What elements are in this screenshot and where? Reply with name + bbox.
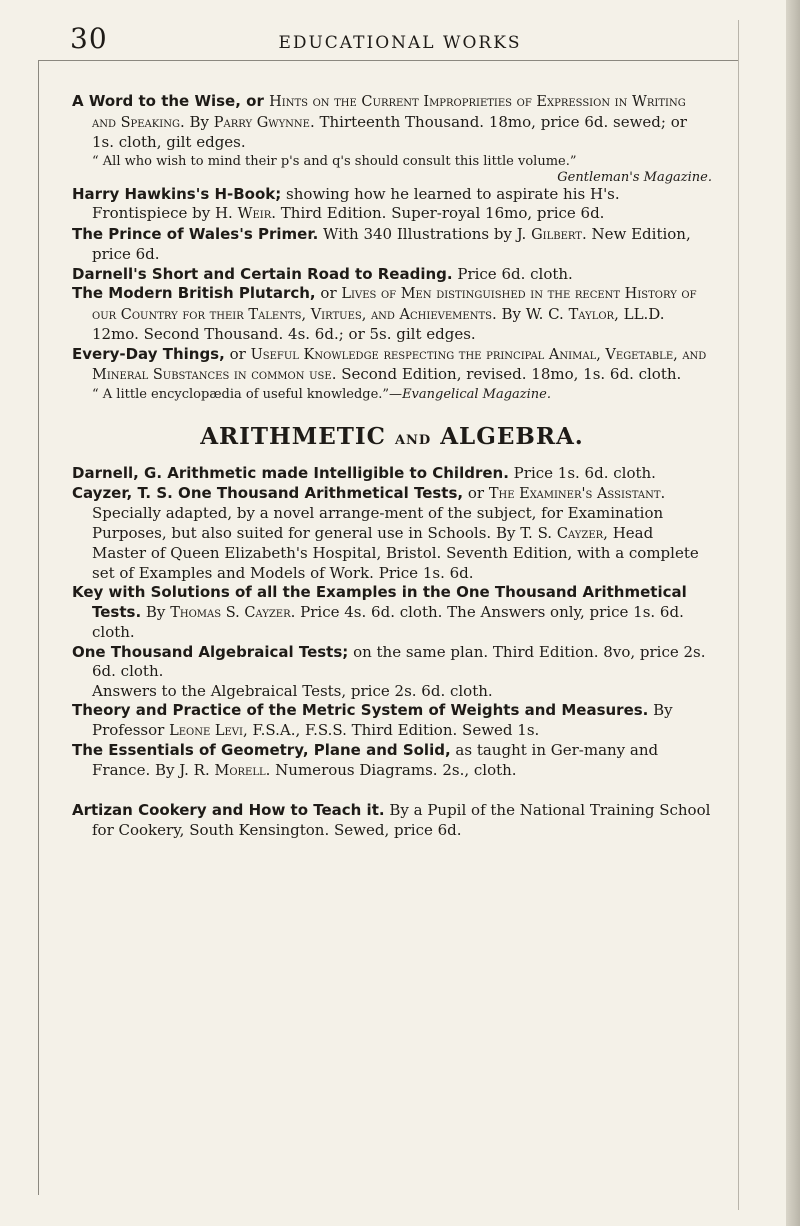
entry-text: . Second Edition, revised. 18mo, 1s. 6d. cloth. [331, 365, 682, 383]
section-heading-and: and [394, 427, 432, 449]
entry-title: The Modern British Plutarch, [72, 284, 316, 302]
entry-text: , LL.D. 12mo. Second Thousand. 4s. 6d.; or 5s. gilt edges. [92, 304, 665, 343]
entry-text: or [224, 344, 251, 363]
entry-author: Morell [214, 762, 266, 779]
entry-title: Harry Hawkins's H-Book; [72, 184, 282, 203]
entry-title: Darnell's Short and Certain Road to Reading. [72, 264, 453, 283]
entry-author: Leone Levi [169, 722, 243, 739]
entry-text: . Numerous Diagrams. 2s., cloth. [265, 760, 517, 779]
entry-text: Price 1s. 6d. cloth. [508, 464, 656, 482]
entry-key-solutions [72, 583, 712, 643]
entry-subtitle: Hints on the Current Improprieties of Expression in Writing and Speaking [92, 94, 686, 131]
spacer [72, 781, 712, 801]
entry-artizan-cookery [72, 801, 712, 840]
top-rule [38, 60, 738, 61]
section-heading [72, 422, 712, 450]
entry-text: By Professor [92, 701, 673, 739]
entry-text: or [315, 284, 342, 302]
entry-text: , Head Master of Queen Elizabeth's Hospital, Bristol. Seventh Edition, with a complete set of Examples and Models of Work. Price 1s. 6d. [92, 523, 699, 582]
section-heading-part: ARITHMETIC [200, 422, 386, 450]
entry-text: on the same plan. Third Edition. 8vo, price 2s. 6d. cloth. [92, 642, 706, 680]
entry-darnell-reading [72, 265, 712, 285]
entry-subtitle: The Examiner's Assistant [488, 485, 661, 502]
entry-text: . New Edition, price 6d. [92, 224, 691, 263]
right-rule [738, 20, 739, 1210]
review-quote [72, 386, 712, 403]
entry-text: . Thirteenth Thousand. 18mo, price 6d. sewed; or 1s. cloth, gilt edges. [92, 112, 687, 151]
entry-text: With 340 Illustrations by J. [318, 224, 532, 243]
entry-british-plutarch [72, 284, 712, 345]
entry-author: Parry Gwynne [213, 114, 310, 131]
review-quote: “ All who wish to mind their p's and q's should consult this little volume.” [92, 153, 577, 169]
entry-text: as taught in Ger-many and France. By J. R. [92, 741, 659, 779]
entry-title: The Essentials of Geometry, Plane and Solid, [72, 741, 451, 759]
entry-author: Thomas S. Cayzer [170, 604, 291, 621]
entry-subtitle: Useful Knowledge respecting the principal Animal, Vegetable, and Mineral Substances in common use [92, 346, 707, 383]
entry-title: Every-Day Things, [72, 344, 225, 363]
entry-cayzer-tests [72, 484, 712, 584]
entry-text: or [463, 483, 489, 502]
entry-title: Theory and Practice of the Metric System of Weights and Measures. [72, 701, 649, 719]
entry-text: . By W. C. [491, 304, 569, 323]
review-quote-text: “ A little encyclopædia of useful knowledge.”— [92, 386, 403, 402]
section-heading-part: ALGEBRA. [440, 422, 584, 450]
entry-prince-of-wales-primer [72, 225, 712, 265]
entry-every-day-things [72, 345, 712, 386]
entry-author: Weir [237, 206, 272, 222]
entry-subtitle: Lives of Men distinguished in the recent History of our Country for their Talents, Virtues, and Achievements [92, 286, 697, 323]
entry-author: Taylor [568, 306, 615, 323]
entry-text: . Specially adapted, by a novel arrange-ment of the subject, for Examination Purposes, but also suited for general use in Schools. By T. S. [92, 483, 666, 542]
entry-text: . Third Edition. Super-royal 16mo, price 6d. [271, 204, 605, 222]
running-head: EDUCATIONAL WORKS [278, 33, 522, 53]
catalogue-content [72, 92, 712, 840]
entry-title: Key with Solutions of all the Examples in the One Thousand Arithmetical Tests. [72, 583, 687, 621]
left-rule [38, 60, 39, 1195]
entry-text: . By [179, 112, 214, 131]
entry-title: The Prince of Wales's Primer. [72, 224, 319, 243]
review-source: Evangelical Magazine. [402, 386, 552, 402]
entry-geometry [72, 741, 712, 781]
entry-author: Gilbert [531, 226, 582, 243]
entry-text: . Price 4s. 6d. cloth. The Answers only, price 1s. 6d. cloth. [92, 602, 684, 641]
entry-word-to-the-wise [72, 92, 712, 153]
entry-text: , F.S.A., F.S.S. Third Edition. Sewed 1s. [242, 720, 540, 739]
entry-text: By [141, 602, 171, 621]
entry-sub-note: Answers to the Algebraical Tests, price 2s. 6d. cloth. [92, 681, 493, 700]
entry-title: A Word to the Wise, or [72, 92, 270, 110]
review-source: Gentleman's Magazine. [557, 169, 712, 185]
entry-harry-hawkins [72, 185, 712, 225]
entry-title: One Thousand Algebraical Tests; [72, 642, 349, 661]
entry-text: Price 6d. cloth. [452, 264, 573, 283]
entry-algebraical-tests [72, 643, 712, 682]
entry-text: By a Pupil of the National Training School for Cookery, South Kensington. Sewed, price 6d. [92, 801, 711, 839]
entry-metric-system [72, 701, 712, 741]
entry-author: Cayzer [556, 525, 604, 542]
entry-title: Artizan Cookery and How to Teach it. [72, 801, 385, 819]
entry-title: Cayzer, T. S. One Thousand Arithmetical Tests, [72, 483, 464, 502]
entry-darnell-arithmetic [72, 464, 712, 484]
entry-title: Darnell, G. Arithmetic made Intelligible to Children. [72, 464, 509, 482]
page-edge-shadow [786, 0, 800, 1226]
page-number: 30 [70, 22, 108, 55]
entry-text: showing how he learned to aspirate his H's. Frontispiece by H. [92, 184, 620, 222]
